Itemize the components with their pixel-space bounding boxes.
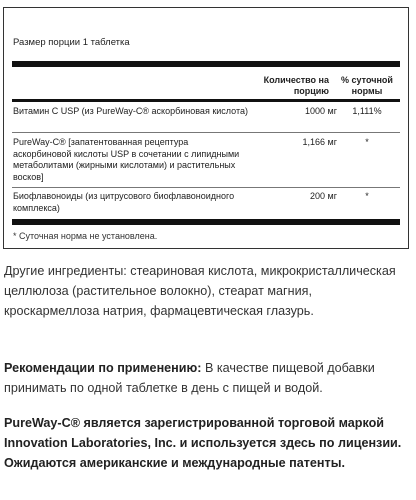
nutrient-amount: 1000 мг	[305, 106, 337, 116]
nutrient-amount: 200 мг	[310, 191, 337, 201]
nutrient-name: Витамин C USP (из PureWay-C® аскорбиновая кислота)	[13, 106, 248, 116]
trademark-notice: PureWay-C® является зарегистрированной торговой маркой Innovation Laboratories, Inc. и используется здесь по лицензии. Ожидаются американские и международные патенты.	[4, 416, 402, 470]
row-divider	[12, 132, 400, 133]
serving-size: Размер порции 1 таблетка	[13, 37, 130, 48]
nutrient-daily-value: *	[365, 191, 369, 201]
header-divider	[12, 99, 400, 102]
column-header-amount: Количество на порцию	[263, 75, 329, 96]
column-header-daily-value: % суточной нормы	[341, 75, 393, 96]
other-ingredients: Другие ингредиенты: стеариновая кислота, микрокристаллическая целлюлоза (растительное волокно), стеарат магния, кроскармеллоза натрия, фармацевтическая глазурь.	[4, 264, 396, 318]
usage-label: Рекомендации по применению:	[4, 361, 202, 375]
nutrient-amount: 1,166 мг	[302, 137, 337, 147]
thick-divider	[12, 61, 400, 67]
row-divider	[12, 187, 400, 188]
nutrient-name: Биофлавоноиды (из цитрусового биофлавоноидного комплекса)	[13, 191, 235, 213]
nutrient-daily-value: 1,111%	[352, 106, 382, 116]
supplement-facts-panel	[3, 7, 409, 249]
usage-recommendations	[4, 358, 408, 398]
nutrient-name: PureWay-C® [запатентованная рецептура аскорбиновой кислоты USP в сочетании с липидными метаболитами (жирными кислотами) и растительных восков]	[13, 137, 240, 182]
usage-text: В качестве пищевой добавки принимать по одной таблетке в день с пищей и водой.	[4, 361, 375, 395]
bottom-divider	[12, 219, 400, 225]
footnote: * Суточная норма не установлена.	[13, 231, 158, 241]
nutrient-daily-value: *	[365, 137, 369, 147]
